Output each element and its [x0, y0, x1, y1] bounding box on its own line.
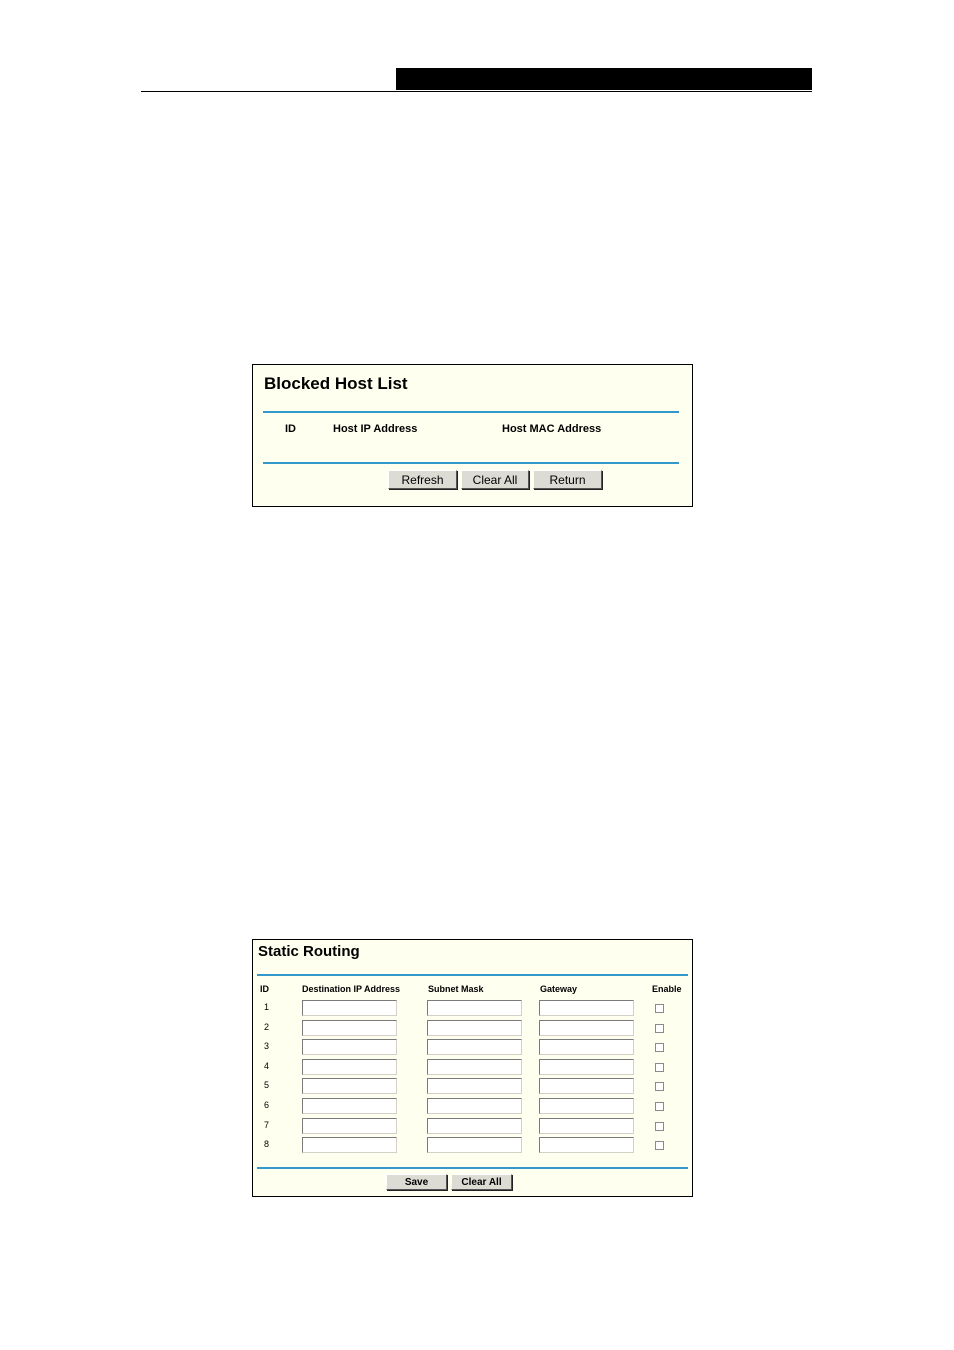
destination-ip-input[interactable]	[302, 1098, 397, 1114]
route-id: 8	[264, 1139, 270, 1150]
enable-checkbox[interactable]	[655, 1004, 664, 1013]
subnet-mask-input[interactable]	[427, 1039, 522, 1055]
page-header-bar	[396, 68, 812, 90]
subnet-mask-input[interactable]	[427, 1098, 522, 1114]
destination-ip-input[interactable]	[302, 1020, 397, 1036]
gateway-input[interactable]	[539, 1039, 634, 1055]
subnet-mask-input[interactable]	[427, 1137, 522, 1153]
destination-ip-input[interactable]	[302, 1118, 397, 1134]
table-row	[253, 1098, 691, 1118]
destination-ip-input[interactable]	[302, 1039, 397, 1055]
route-id: 6	[264, 1100, 270, 1110]
gateway-input[interactable]	[539, 1137, 634, 1153]
enable-checkbox[interactable]	[655, 1043, 664, 1052]
subnet-mask-input[interactable]	[427, 1020, 522, 1036]
gateway-input[interactable]	[539, 1078, 634, 1094]
subnet-mask-input[interactable]	[427, 1059, 522, 1075]
column-header-subnet-mask: Subnet Mask	[428, 984, 484, 994]
static-routing-bottom-rule	[257, 1167, 688, 1169]
blocked-host-list-title: Blocked Host List	[264, 374, 408, 393]
table-row	[253, 1000, 691, 1020]
clear-all-button[interactable]: Clear All	[451, 1174, 512, 1190]
enable-checkbox[interactable]	[655, 1102, 664, 1111]
gateway-input[interactable]	[539, 1118, 634, 1134]
save-button[interactable]: Save	[386, 1174, 447, 1190]
table-row	[253, 1039, 691, 1059]
destination-ip-input[interactable]	[302, 1137, 397, 1153]
route-id: 2	[264, 1021, 270, 1032]
clear-all-button[interactable]: Clear All	[461, 470, 529, 489]
column-header-host-ip: Host IP Address	[333, 423, 418, 435]
return-button[interactable]: Return	[533, 470, 602, 489]
page-header-rule	[141, 91, 812, 92]
gateway-input[interactable]	[539, 1098, 634, 1114]
subnet-mask-input[interactable]	[427, 1000, 522, 1016]
enable-checkbox[interactable]	[655, 1063, 664, 1072]
table-row	[253, 1020, 691, 1040]
blocked-host-bottom-rule	[263, 462, 679, 464]
blocked-host-top-rule	[263, 411, 679, 413]
gateway-input[interactable]	[539, 1059, 634, 1075]
enable-checkbox[interactable]	[655, 1141, 664, 1150]
table-row	[253, 1059, 691, 1079]
destination-ip-input[interactable]	[302, 1000, 397, 1016]
route-id: 3	[264, 1041, 270, 1052]
route-id: 5	[264, 1080, 270, 1091]
static-routing-panel	[252, 939, 693, 1197]
table-row	[253, 1137, 691, 1157]
column-header-id: ID	[260, 984, 269, 994]
destination-ip-input[interactable]	[302, 1059, 397, 1075]
enable-checkbox[interactable]	[655, 1024, 664, 1033]
destination-ip-input[interactable]	[302, 1078, 397, 1094]
route-id: 7	[264, 1119, 270, 1130]
enable-checkbox[interactable]	[655, 1082, 664, 1091]
static-routing-title: Static Routing	[258, 943, 360, 960]
gateway-input[interactable]	[539, 1020, 634, 1036]
refresh-button[interactable]: Refresh	[388, 470, 457, 489]
subnet-mask-input[interactable]	[427, 1078, 522, 1094]
column-header-destination-ip: Destination IP Address	[302, 984, 401, 994]
table-row	[253, 1118, 691, 1138]
route-id: 1	[264, 1002, 270, 1012]
table-row	[253, 1078, 691, 1098]
blocked-host-list-panel	[252, 364, 693, 507]
subnet-mask-input[interactable]	[427, 1118, 522, 1134]
route-id: 4	[264, 1060, 270, 1071]
column-header-enable: Enable	[652, 984, 682, 994]
gateway-input[interactable]	[539, 1000, 634, 1016]
column-header-id: ID	[285, 423, 296, 435]
enable-checkbox[interactable]	[655, 1122, 664, 1131]
static-routing-top-rule	[257, 974, 688, 976]
column-header-host-mac: Host MAC Address	[502, 423, 602, 435]
column-header-gateway: Gateway	[540, 984, 578, 994]
